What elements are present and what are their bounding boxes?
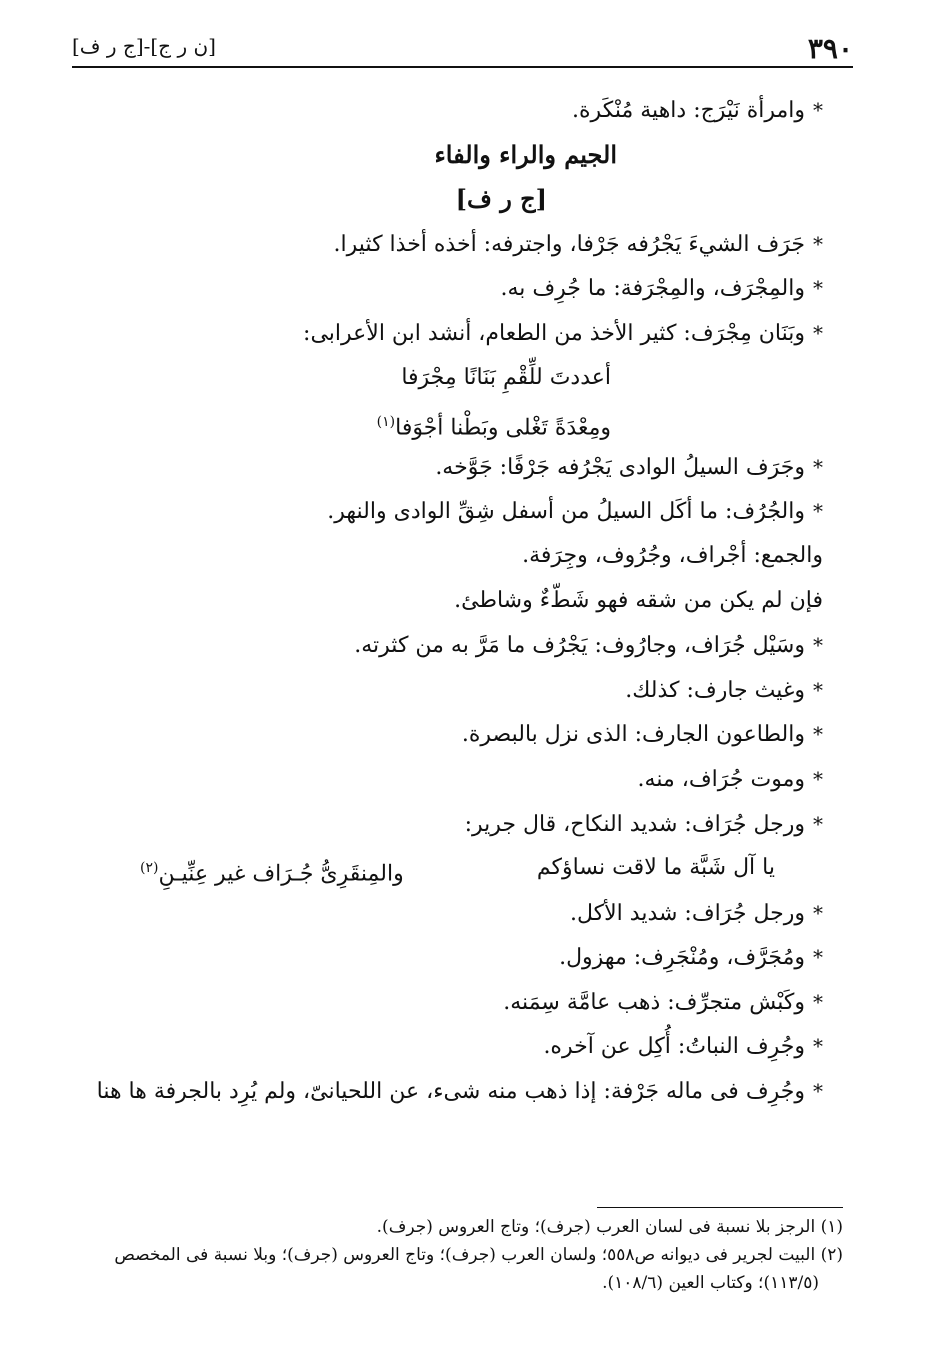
entry-marker: *: [813, 231, 823, 256]
entry-text: ورجل جُرَاف: شديد الأكل.: [570, 900, 805, 926]
entry-text: وموت جُرَاف، منه.: [637, 766, 805, 792]
entry-line: [74, 88, 823, 133]
entry-marker: *: [813, 989, 823, 1014]
running-head: [72, 30, 853, 68]
verse-text: ومِعْدَةً تَغْلى وبَطْنا أجْوَفا: [395, 415, 611, 441]
entry-text: والطاعون الجارف: الذى نزل بالبصرة.: [461, 722, 805, 748]
root-heading: [74, 177, 823, 222]
entry-line: [74, 980, 823, 1025]
entry-text: ورجل جُرَاف: شديد النكاح، قال جرير:: [464, 811, 805, 837]
page-number: ٣٩٠: [807, 32, 853, 65]
entry-marker: *: [813, 1034, 823, 1059]
entry-marker: *: [813, 766, 823, 791]
entry-text: وكَبْش متجرِّف: ذهب عامَّة سِمَنه.: [503, 989, 805, 1015]
entry-line: [74, 445, 823, 490]
entry-marker: *: [813, 499, 823, 524]
entry-line: [74, 579, 823, 624]
entry-line: [74, 1069, 823, 1114]
header-rule: [72, 66, 853, 68]
entries-body: [74, 88, 823, 1114]
verse-hemistich-text: والمِنقَرِىُّ جُـرَاف غير عِنِّيـنِ: [158, 861, 404, 887]
footnote-mark: (١): [376, 414, 396, 431]
entry-marker: *: [813, 454, 823, 479]
entry-text: وجُرِف فى ماله جَرْفة: إذا ذهب منه شىء، عن اللحيانىّ، ولم يُرِد بالجرفة ها هنا: [96, 1079, 805, 1105]
entry-text: وامرأة نَيْرَج: داهية مُنْكَرة.: [572, 98, 805, 123]
entry-marker: *: [813, 722, 823, 747]
entry-marker: *: [813, 677, 823, 702]
verse-text: أعددتَ للِّقْمِ بَنَانًا مِجْرَفا: [401, 364, 611, 390]
entry-text: ومُجَرَّف، ومُنْجَرِف: مهزول.: [559, 945, 805, 971]
footnote-mark: (٢): [140, 860, 159, 877]
root-title: [ج ر ف]: [455, 184, 547, 214]
chapter-heading: [74, 133, 823, 178]
entry-marker: *: [813, 98, 823, 122]
chapter-title: الجيم والراء والفاء: [434, 139, 617, 169]
entry-text: والجمع: أجْراف، وجُرُوف، وجِرَفة.: [522, 542, 823, 568]
entry-line: [74, 757, 823, 802]
entry-line: [74, 222, 823, 267]
entry-text: وجُرِف النباتُ: أُكِل عن آخره.: [543, 1034, 805, 1060]
entry-text: والجُرُف: ما أكَل السيلُ من أسفل شِقِّ الوادى والنهر.: [327, 499, 805, 525]
entry-line: [74, 489, 823, 534]
entry-marker: *: [813, 633, 823, 658]
entry-text: جَرَف الشيءَ يَجْرُفه جَرْفا، واجترفه: أخذه أخذا كثيرا.: [333, 231, 805, 257]
entry-line: [74, 891, 823, 936]
footnote: (٢) البيت لجرير فى ديوانه ص٥٥٨؛ ولسان العرب (جرف)؛ وتاج العروس (جرف)؛ وبلا نسبة فى المخصص: [114, 1245, 843, 1265]
entry-line: [74, 935, 823, 980]
verse-couplet: [74, 846, 823, 891]
entry-marker: *: [813, 276, 823, 301]
entry-text: وسَيْل جُرَاف، وجارُوف: يَجْرُف ما مَرَّ به من كثرته.: [354, 633, 805, 659]
entry-line: [74, 266, 823, 311]
entry-text: وبَنَان مِجْرَف: كثير الأخذ من الطعام، أنشد ابن الأعرابى:: [303, 320, 805, 346]
footnote-continuation: (١١٣/٥)؛ وكتاب العين (١٠٨/٦).: [602, 1273, 819, 1293]
entry-text: فإن لم يكن من شقه فهو شَطّءٌ وشاطئ.: [454, 587, 823, 613]
entry-text: وجَرَف السيلُ الوادى يَجْرُفه جَرْفًا: جَوَّخه.: [435, 454, 805, 480]
entry-text: والمِجْرَف، والمِجْرَفة: ما جُرِف به.: [500, 276, 805, 302]
entry-text: وغيث جارف: كذلك.: [625, 677, 805, 703]
entry-marker: *: [813, 811, 823, 836]
footnotes: [74, 1213, 843, 1297]
verse-line: [74, 356, 823, 401]
verse-line: [74, 400, 823, 445]
entry-line: [74, 623, 823, 668]
entry-line: [74, 534, 823, 579]
entry-line: [74, 1024, 823, 1069]
entry-line: [74, 668, 823, 713]
footnote-rule: [597, 1207, 843, 1208]
verse-hemistich-second: [140, 846, 404, 897]
entry-marker: *: [813, 1079, 823, 1104]
root-range: [ن ر ج]-[ج ر ف]: [72, 34, 216, 58]
entry-line: [74, 311, 823, 356]
verse-hemistich-first: يا آل شَبَّة ما لاقت نساؤكم: [536, 855, 775, 881]
entry-line: [74, 802, 823, 847]
entry-marker: *: [813, 945, 823, 970]
entry-line: [74, 712, 823, 757]
entry-marker: *: [813, 900, 823, 925]
entry-marker: *: [813, 320, 823, 345]
footnote: (١) الرجز بلا نسبة فى لسان العرب (جرف)؛ وتاج العروس (جرف).: [376, 1217, 843, 1237]
